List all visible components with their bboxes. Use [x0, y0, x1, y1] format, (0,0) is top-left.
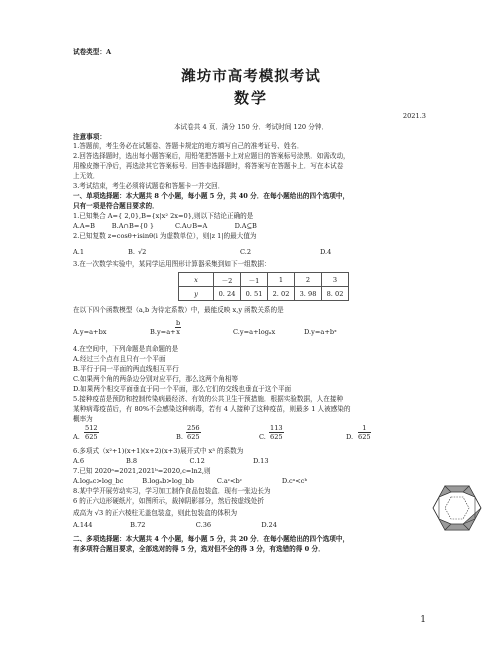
exam-intro: 本试卷共 4 页．满分 150 分．考试时间 120 分钟．	[173, 123, 329, 131]
q6-stem: 6.多项式（x²+1)(x+1)(x+2)(x+3)展开式中 x³ 的系数为	[73, 447, 244, 455]
q5-option-d-fraction	[358, 424, 371, 441]
notes-heading: 注意事项：	[73, 133, 106, 141]
fraction-denominator: 625	[270, 433, 283, 441]
q8-stem-a: 8.某中学开展劳动实习，学习加工制作食品包装盒．现有一张边长为	[73, 487, 271, 495]
q7-stem: 7.已知 2020ᵃ=2021,2021ᵇ=2020,c=ln2,则	[73, 467, 211, 475]
note-2c: 上无效．	[73, 172, 100, 180]
section2-heading-a: 二、多项选择题：本大题共 4 个小题，每小题 5 分，共 20 分．在每小题给出的四个选项中，	[73, 535, 350, 543]
section2-heading-b: 有多项符合题目要求，全部选对的得 5 分，选对但不全的得 3 分，有选错的得 0 分．	[73, 545, 325, 553]
table-header-y: y	[179, 287, 214, 301]
q5-option-c-fraction	[269, 424, 284, 441]
fraction-numerator: b	[176, 319, 181, 327]
table-cell: 0. 51	[241, 287, 268, 301]
q2-option-c: C.2	[240, 248, 252, 256]
table-cell: 8. 02	[322, 287, 349, 301]
table-cell: 1	[268, 273, 295, 287]
page-number: 1	[420, 615, 426, 625]
q6-options: A.6 B.8 C.12 D.13	[73, 457, 269, 465]
q4-stem: 4.在空间中，下列命题是真命题的是	[73, 345, 179, 353]
q3-option-a: A.y=a+bx	[73, 328, 107, 336]
table-cell: 2	[295, 273, 322, 287]
q4-option-a: A.经过三个点有且只有一个平面	[73, 355, 166, 363]
q8-options: A.144 B.72 C.36 D.24	[73, 521, 277, 529]
q3-option-b-prefix: B.y=a+	[150, 328, 176, 336]
q5-option-b-label: B.	[176, 433, 183, 441]
q5-option-b-fraction	[186, 424, 201, 441]
q3-data-table	[178, 272, 349, 301]
table-cell: 2. 02	[268, 287, 295, 301]
q3-stem: 3.在一次数学实验中，某同学运用图形计算器采集到如下一组数据：	[73, 260, 271, 268]
note-2b: 用橡皮擦干净后，再选涂其它答案标号．回答非选择题时，将答案写在答题卡上．写在本试卷	[73, 162, 344, 170]
section1-heading-a: 一、单项选择题：本大题共 8 个小题，每小题 5 分，共 40 分．在每小题给出的四个选项中，	[73, 192, 350, 200]
section1-heading-b: 只有一项是符合题目要求的．	[73, 202, 159, 210]
table-cell: －2	[214, 273, 241, 287]
table-row-x	[179, 273, 349, 287]
note-2a: 2.回答选择题时，选出每小题答案后，用铅笔把答题卡上对应题目的答案标号涂黑．如需改动，	[73, 152, 350, 160]
q5-option-d-label: D.	[346, 433, 354, 441]
q5-stem-c: 概率为	[73, 415, 93, 423]
q1-stem: 1.已知集合 A={ 2,0},B={x|x² 2x=0},则以下结论正确的是	[73, 212, 254, 220]
q5-stem-a: 5.接种疫苗是预防和控制传染病最经济、有效的公共卫生干预措施．根据实验数据，人在接种	[73, 395, 344, 403]
table-row-y	[179, 287, 349, 301]
table-cell: －1	[241, 273, 268, 287]
fraction-denominator: 625	[85, 433, 98, 441]
q2-option-b: B. √2	[128, 248, 147, 256]
subject-title: 数学	[233, 89, 268, 107]
table-cell: 3. 98	[295, 287, 322, 301]
fraction-numerator: 256	[187, 424, 200, 432]
q5-option-a-label: A.	[73, 433, 80, 441]
hexagon-figure	[432, 484, 482, 532]
fraction-numerator: 512	[85, 424, 98, 432]
fraction-denominator: 625	[358, 433, 371, 441]
q8-stem-c: 成高为 √3 的正六棱柱无盖包装盒，则此包装盒的体积为	[73, 509, 238, 517]
q4-option-c: C.如果两个角的两条边分别对应平行，那么这两个角相等	[73, 375, 239, 383]
table-cell: 3	[322, 273, 349, 287]
table-header-x: x	[179, 273, 214, 287]
q2-stem: 2.已知复数 z=cosθ+isinθ(i 为虚数单位），则|z 1|的最大值为	[73, 232, 257, 240]
fraction-numerator: 113	[270, 424, 283, 432]
exam-title: 潍坊市高考模拟考试	[181, 68, 321, 85]
outer-hexagon	[433, 486, 481, 530]
q2-option-a: A.1	[73, 248, 85, 256]
q5-stem-b: 某种病毒疫苗后，有 80%不会感染这种病毒，若有 4 人接种了这种疫苗，则最多 1 人被感染的	[73, 405, 351, 413]
fraction-denominator: 625	[187, 433, 200, 441]
q3-follow: 在以下四个函数模型（a,b 为待定系数）中，最能反映 x,y 函数关系的是	[73, 306, 284, 314]
paper-type: 试卷类型：A	[73, 48, 112, 56]
q2-option-d: D.4	[320, 248, 332, 256]
sqrt-three: √3	[94, 509, 104, 517]
q7-options: A.logₐc>log_bc B.logₐb>log_bb C.aᶜ<bᶜ D.cᵃ<cᵇ	[73, 477, 308, 485]
q8-stem-b: 6 的正六边形硬纸片，如图所示，裁掉阴影部分，然后按虚线处折	[73, 497, 264, 505]
fraction-numerator: 1	[358, 424, 371, 433]
q1-options: A.A=B B.A∩B={0 } C.A∪B=A D.A⊆B	[73, 222, 257, 230]
note-1: 1.答题前，考生务必在试题卷、答题卡规定的地方填写自己的准考证号、姓名．	[73, 142, 304, 150]
q4-option-b: B.平行于同一平面的两直线相互平行	[73, 365, 179, 373]
q5-option-c-label: C.	[259, 433, 266, 441]
fraction-denominator: x	[176, 328, 180, 336]
q5-option-a-fraction	[84, 424, 99, 441]
q3-option-d: D.y=a+bˣ	[304, 328, 337, 336]
exam-date: 2021.3	[402, 112, 426, 120]
q3-option-c: C.y=a+logₐx	[233, 328, 276, 336]
table-cell: 0. 24	[214, 287, 241, 301]
q3-option-b-fraction	[175, 319, 181, 336]
note-3: 3.考试结束，考生必须将试题卷和答题卡一并交回．	[73, 182, 225, 190]
q4-option-d: D.如果两个相交平面垂直于同一个平面，那么它们的交线也垂直于这个平面	[73, 385, 292, 393]
sqrt-two: √2	[137, 248, 147, 256]
